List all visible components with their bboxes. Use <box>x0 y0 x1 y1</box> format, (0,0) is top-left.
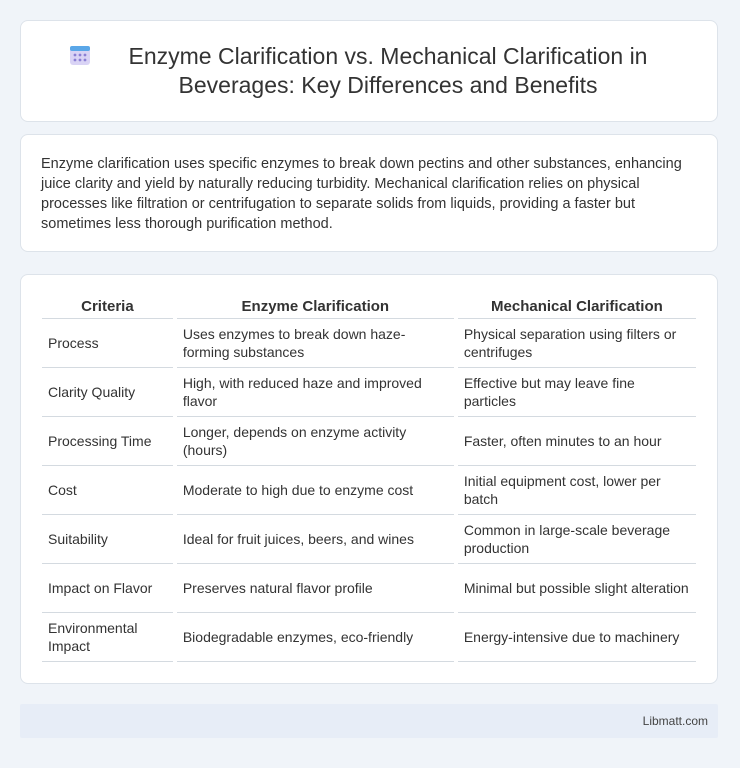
cell-enzyme: Moderate to high due to enzyme cost <box>177 466 454 515</box>
cell-enzyme: Longer, depends on enzyme activity (hours) <box>177 417 454 466</box>
cell-criteria: Impact on Flavor <box>42 564 173 613</box>
table-row <box>42 564 696 613</box>
comparison-table <box>38 297 700 662</box>
cell-enzyme: Preserves natural flavor profile <box>177 564 454 613</box>
cell-mechanical: Faster, often minutes to an hour <box>458 417 696 466</box>
intro-card <box>20 134 718 252</box>
cell-mechanical: Common in large-scale beverage production <box>458 515 696 564</box>
cell-criteria: Environmental Impact <box>42 613 173 662</box>
table-row <box>42 368 696 417</box>
table-row <box>42 515 696 564</box>
table-header-row <box>42 297 696 319</box>
cell-enzyme: Uses enzymes to break down haze-forming substances <box>177 319 454 368</box>
cell-mechanical: Initial equipment cost, lower per batch <box>458 466 696 515</box>
cell-criteria: Processing Time <box>42 417 173 466</box>
header-criteria: Criteria <box>42 297 173 319</box>
cell-criteria: Process <box>42 319 173 368</box>
cell-criteria: Clarity Quality <box>42 368 173 417</box>
cell-criteria: Suitability <box>42 515 173 564</box>
table-row <box>42 466 696 515</box>
cell-criteria: Cost <box>42 466 173 515</box>
header-enzyme: Enzyme Clarification <box>177 297 454 319</box>
table-row <box>42 613 696 662</box>
cell-enzyme: Ideal for fruit juices, beers, and wines <box>177 515 454 564</box>
intro-paragraph: Enzyme clarification uses specific enzymes to break down pectins and other substances, enhancing juice clarity and yield by naturally reducing turbidity. Mechanical clarification relies on physical processes like filtration or centrifugation to separate solids from liquids, providing a faster but sometimes less thorough purification method. <box>41 156 682 232</box>
header-mechanical: Mechanical Clarification <box>458 297 696 319</box>
footer-bar <box>20 704 718 738</box>
table-row <box>42 417 696 466</box>
calendar-icon <box>69 44 91 66</box>
comparison-table-card <box>20 274 718 684</box>
cell-mechanical: Effective but may leave fine particles <box>458 368 696 417</box>
cell-mechanical: Energy-intensive due to machinery <box>458 613 696 662</box>
footer-site-link[interactable]: Libmatt.com <box>642 714 708 728</box>
title-card <box>20 20 718 122</box>
cell-mechanical: Minimal but possible slight alteration <box>458 564 696 613</box>
table-row <box>42 319 696 368</box>
page-title: Enzyme Clarification vs. Mechanical Clarification in Beverages: Key Differences and Benefits <box>128 43 648 98</box>
cell-mechanical: Physical separation using filters or centrifuges <box>458 319 696 368</box>
cell-enzyme: Biodegradable enzymes, eco-friendly <box>177 613 454 662</box>
cell-enzyme: High, with reduced haze and improved flavor <box>177 368 454 417</box>
